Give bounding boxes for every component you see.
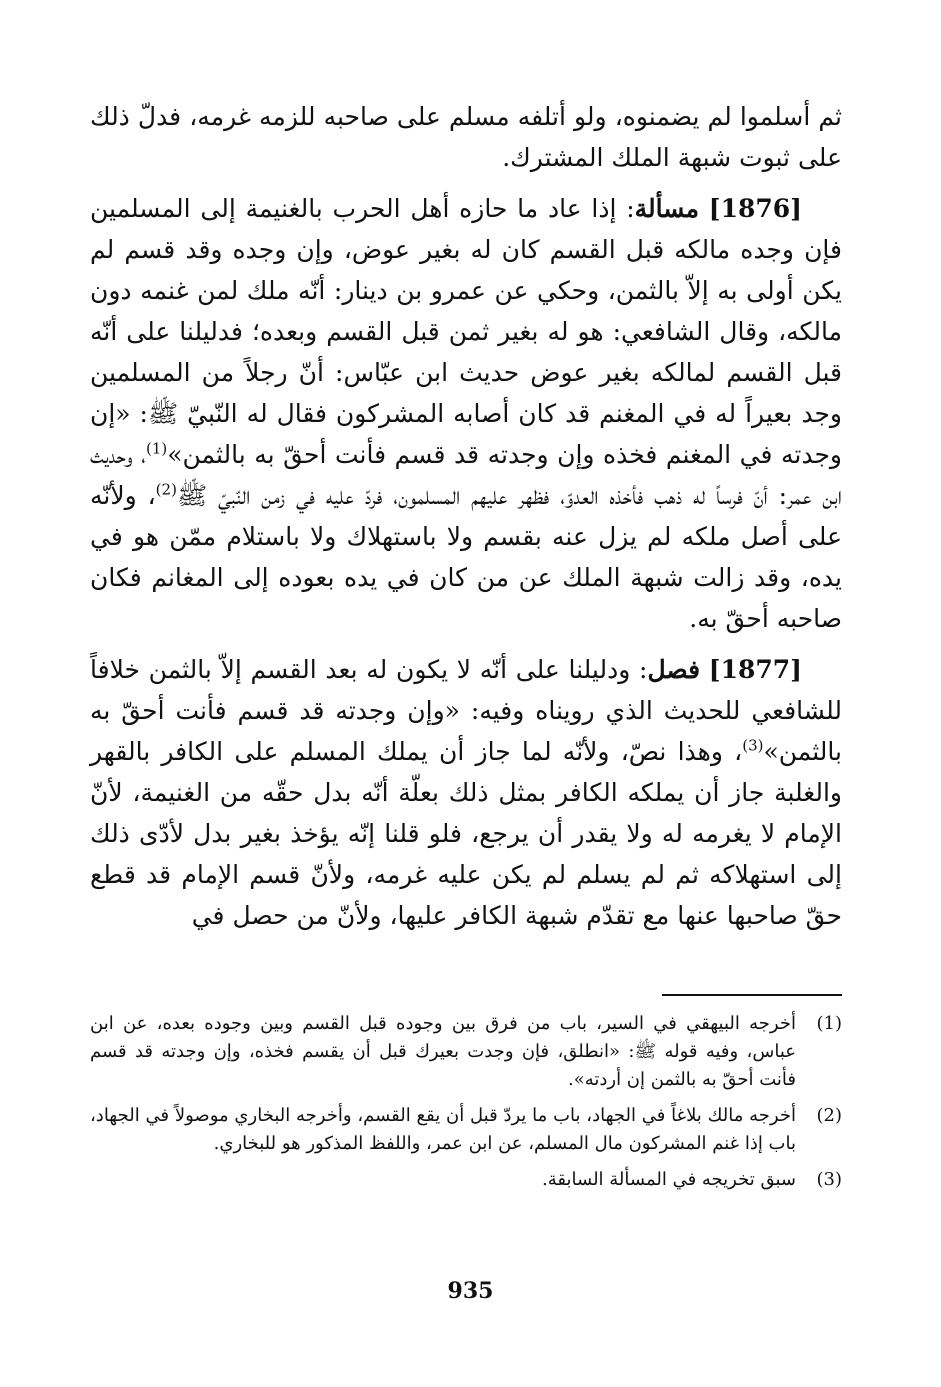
footnote-item xyxy=(90,1102,842,1158)
footnote-text: سبق تخريجه في المسألة السابقة. xyxy=(542,1169,796,1190)
section-heading: فصل xyxy=(647,655,701,684)
paragraph-text: ، وهذا نصّ، ولأنّه لما جاز أن يملك المسلم على الكافر بالقهر والغلبة جاز أن يملكه الكافر بمثل ذلك بعلّة أنّه بدل حقّه من الغنيمة، لأنّ الإمام لا يغرمه له ولا يقدر أن يرجع، فلو قلنا إنّه يؤخذ بغير بدل لأدّى ذلك إلى استهلاكه ثم لم يسلم لم يكن عليه غرمه، ولأنّ قسم الإمام قد قطع حقّ صاحبها عنها مع تقدّم شبهة الكافر عليها، ولأنّ من حصل في xyxy=(90,737,842,930)
footnote-text: أخرجه مالك بلاغاً في الجهاد، باب ما يردّ قبل أن يقع القسم، وأخرجه البخاري موصولاً في الجهاد، باب إذا غنم المشركون مال المسلم، عن ابن عمر، واللفظ المذكور هو للبخاري. xyxy=(90,1105,796,1154)
footnote-item xyxy=(90,1010,842,1094)
paragraph-section-1877 xyxy=(90,649,842,936)
book-page xyxy=(90,96,842,1336)
issue-number: [1876] xyxy=(708,194,802,223)
footnote-number: (1) xyxy=(816,1013,842,1034)
footnote-ref[interactable]: (3) xyxy=(742,736,764,755)
paragraph-text: ثم أسلموا لم يضمنوه، ولو أتلفه مسلم على صاحبه للزمه غرمه، فدلّ ذلك على ثبوت شبهة الملك المشترك. xyxy=(90,102,842,172)
paragraph-text: ، وحديث ابن عمر: أنّ فرساً له ذهب فأخذه العدوّ، فظهر عليهم المسلمون، فردّ عليه في زمن النّبيّ ﷺ xyxy=(90,440,842,510)
footnote-text: أخرجه البيهقي في السير، باب من فرق بين وجوده قبل القسم وبين وجوده بعده، عن ابن عباس، وفيه قوله ﷺ: «انطلق، فإن وجدت بعيرك قبل أن يقسم فخذه، وإن وجدته قد قسم فأنت أحقّ به بالثمن إن أردته». xyxy=(90,1013,796,1090)
paragraph-text: : ودليلنا على أنّه لا يكون له بعد القسم إلاّ بالثمن خلافاً للشافعي للحديث الذي رويناه وفيه: «وإن وجدته قد قسم فأنت أحقّ به بالثمن» xyxy=(90,655,842,766)
section-number: [1877] xyxy=(708,655,803,684)
paragraph-text: ، ولأنّه على أصل ملكه لم يزل عنه بقسم ولا باستهلاك ولا باستلام ممّن هو في يده، وقد زالت شبهة الملك عن من كان في يده بعوده إلى المغانم فكان صاحبه أحقّ به. xyxy=(90,481,842,633)
footnote-number: (3) xyxy=(816,1169,842,1190)
paragraph-text: : إذا عاد ما حازه أهل الحرب بالغنيمة إلى المسلمين فإن وجده مالكه قبل القسم كان له بغير عوض، وإن وجده وقد قسم لم يكن أولى به إلاّ بالثمن، وحكي عن عمرو بن دينار: أنّه ملك لمن غنمه دون مالكه، وقال الشافعي: هو له بغير ثمن قبل القسم وبعده؛ فدليلنا على أنّه قبل القسم لمالكه بغير عوض حديث ابن عبّاس: أنّ رجلاً من المسلمين وجد بعيراً له في المغنم قد كان أصابه المشركون فقال له النّبيّ ﷺ: «إن وجدته في المغنم فخذه وإن وجدته قد قسم فأنت أحقّ به بالثمن» xyxy=(90,194,842,469)
footnote-ref[interactable]: (1) xyxy=(145,439,168,458)
footnote-separator xyxy=(662,994,842,996)
issue-heading: مسألة xyxy=(634,194,699,223)
paragraph-continuation xyxy=(90,96,842,178)
footnote-ref[interactable]: (2) xyxy=(155,480,177,499)
page-number: 935 xyxy=(447,1278,494,1304)
footnote-item xyxy=(90,1166,842,1194)
paragraph-issue-1876 xyxy=(90,188,842,639)
footnotes-list xyxy=(90,1010,842,1202)
footnote-number: (2) xyxy=(816,1105,842,1126)
